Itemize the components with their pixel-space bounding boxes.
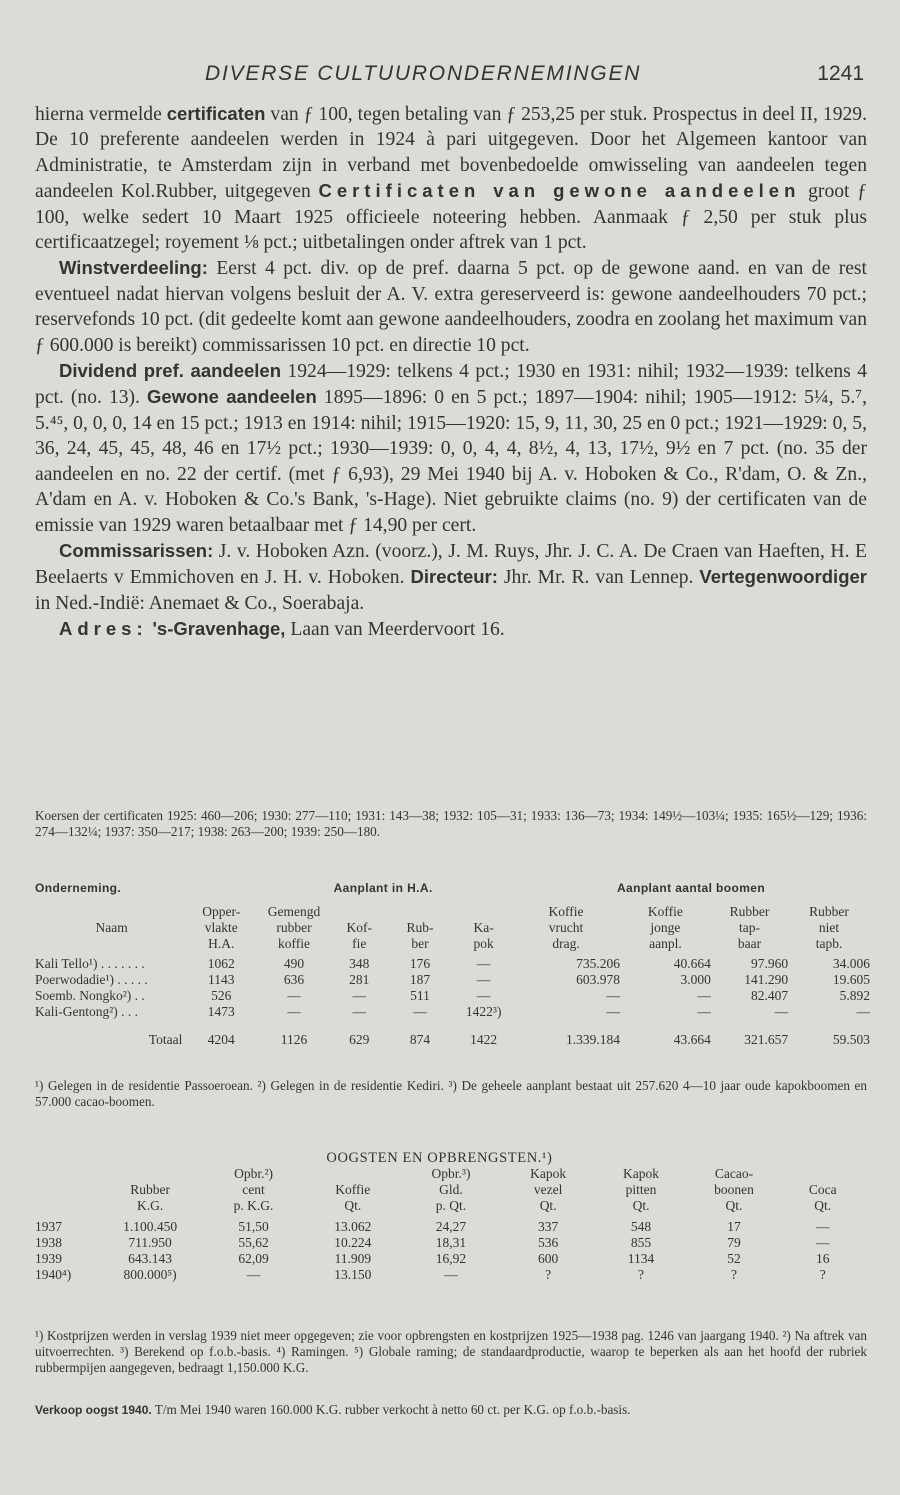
cell-kapok_vezel: 600 (538, 1251, 559, 1266)
cell-koffie: 13.150 (334, 1267, 372, 1282)
cell-opbr_cent: 51,50 (238, 1219, 269, 1234)
cell-year: 1938 (35, 1235, 62, 1250)
table-row (35, 1235, 865, 1251)
cell-rubber: 800.000⁵) (123, 1267, 177, 1282)
cell-rn: 5.892 (839, 988, 870, 1003)
paragraph-dividend: Dividend pref. aandeelen 1924—1929: telkens 4 pct.; 1930 en 1931: nihil; 1932—1939: telkens 4 pct. (no. 13). Gewone aandeelen 1895—1896: 0 en 5 pct.; 1897—1904: nihil; 1905—1912: 5¼, 5.⁷, 5.⁴⁵, 0, 0, 0, 14 en 15 pct.; 1913 en 1914: nihil; 1915—1920: 15, 9, 11, 30, 25 en 0 pct.; 1921—1929: 0, 5, 36, 24, 45, 45, 48, 46 en 17½ pct.; 1930—1939: 0, 0, 4, 4, 8½, 4, 13, 17½, 9½ en 7 pct. (no. 35 der aandeelen en no. 22 der certif. (met ƒ 6,93), 29 Mei 1940 bij A. v. Hoboken & Co., R'dam, O. & Zn., A'dam en A. v. Hoboken & Co.'s Bank, 's-Hage). Niet gebruikte claims (no. 9) der certificaten van de emissie van 1929 waren betaalbaar met ƒ 14,90 per cert. (35, 360, 867, 536)
group-onderneming: Onderneming. (35, 881, 122, 895)
cell-kof: 348 (349, 956, 370, 971)
aanplant-footnote: ¹) Gelegen in de residentie Passoeroean. ²) Gelegen in de residentie Kediri. ³) De geheele aanplant bestaat uit 257.620 4—10 jaar oude kapokboomen en 57.000 cacao-boomen. (35, 1078, 867, 1110)
cell-kv: 735.206 (576, 956, 620, 971)
aanplant-total-row: Totaal 4204 1126 629 874 1422 1.339.184 43.664 321.657 59.503 (148, 1032, 870, 1047)
cell-opbr_gld: 18,31 (435, 1235, 467, 1250)
cell-kof: — (352, 1004, 367, 1019)
cell-cacao: 52 (727, 1251, 741, 1266)
cell-rn: 34.006 (832, 956, 870, 971)
cell-year: 1939 (35, 1251, 62, 1266)
cell-rn: 19.605 (832, 972, 870, 987)
table-row (35, 1251, 865, 1267)
cell-cacao: 79 (727, 1235, 741, 1250)
table-row (35, 988, 870, 1004)
cell-kj: — (697, 988, 711, 1003)
table-row (35, 1267, 865, 1283)
emphasis-run: Dividend pref. aandeelen (59, 360, 282, 382)
cell-rt: 141.290 (744, 972, 789, 987)
cell-kapok_pitten: 1134 (627, 1251, 655, 1266)
cell-opp: 1473 (207, 1004, 235, 1019)
cell-opbr_cent: 55,62 (238, 1235, 269, 1250)
page-number: 1241 (817, 62, 864, 85)
cell-gem: — (287, 1004, 301, 1019)
cell-coca: — (815, 1235, 830, 1250)
oogsten-table (35, 1150, 865, 1283)
cell-kapok_pitten: 548 (630, 1219, 652, 1234)
cell-kj: 3.000 (680, 972, 711, 987)
cell-koffie: 11.909 (334, 1251, 372, 1266)
cell-rub: 176 (409, 956, 431, 971)
emphasis-run: certificaten (166, 103, 266, 124)
cell-rubber: 643.143 (128, 1251, 173, 1266)
cell-kv: — (606, 1004, 620, 1019)
cell-kv: 603.978 (576, 972, 620, 987)
cell-rt: 82.407 (750, 988, 789, 1003)
body-text (35, 101, 867, 643)
emphasis-run: Certificaten van gewone aandeelen (318, 180, 801, 202)
paragraph-certificaten: hierna vermelde certificaten van ƒ 100, tegen betaling van ƒ 253,25 per stuk. Prospectus in deel II, 1929. De 10 preferente aandeelen werden in 1924 à pari uitgegeven. Door het Algemeen kantoor van Administratie, te Amsterdam zijn in verband met bovenbedoelde omwisseling van aandeelen tegen aandeelen Kol.Rubber, uitgegeven Certificaten van gewone aandeelen groot ƒ 100, welke sedert 10 Maart 1925 officieele noteering hebben. Aanmaak ƒ 2,50 per stuk plus certificaatzegel; royement ⅛ pct.; uitbetalingen onder aftrek van 1 pct. (35, 103, 867, 254)
cell-cacao: ? (730, 1267, 737, 1282)
emphasis-run: Gewone aandeelen (147, 386, 317, 408)
cell-rub: 187 (409, 972, 431, 987)
cell-kv: — (606, 988, 620, 1003)
emphasis-run: Adres: (59, 618, 148, 640)
cell-coca: — (815, 1219, 830, 1234)
emphasis-run: Directeur: (410, 566, 498, 588)
cell-rubber: 711.950 (128, 1235, 172, 1250)
oogsten-header-1: Opbr.²) Opbr.³) Kapok Kapok Cacao- (234, 1166, 754, 1181)
cell-opbr_gld: — (444, 1267, 458, 1282)
cell-kapok_vezel: 337 (538, 1219, 559, 1234)
cell-kap: — (476, 972, 491, 987)
cell-coca: 16 (815, 1251, 830, 1266)
cell-kj: — (697, 1004, 711, 1019)
table-row (35, 1004, 870, 1020)
cell-kof: — (352, 988, 367, 1003)
table-row (35, 1219, 865, 1235)
cell-koffie: 10.224 (334, 1235, 372, 1250)
emphasis-run: 's-Gravenhage, (152, 618, 286, 640)
cell-kj: 40.664 (673, 956, 711, 971)
header-row-2: Naam vlakte rubber Kof- Rub- Ka- vrucht jonge tap- niet (35, 920, 870, 936)
oogsten-header-3: K.G. p. K.G. Qt. p. Qt. Qt. Qt. Qt. Qt. (136, 1198, 832, 1213)
emphasis-run: Vertegenwoordiger (699, 566, 867, 588)
cell-rn: — (856, 1004, 870, 1019)
paragraph-winstverdeeling: Winstverdeeling: Eerst 4 pct. div. op de pref. daarna 5 pct. op de gewone aand. en van de rest eventueel nadat hiervan volgens besluit der A. V. extra gereserveerd is: gewone aandeelhouders 70 pct.; reservefonds 10 pct. (dit gedeelte komt aan gewone aandeelhouders, zoodra en zoolang het maximum van ƒ 600.000 is bereikt) commissarissen 10 pct. en directie 10 pct. (35, 257, 867, 356)
paragraph-commissarissen: Commissarissen: J. v. Hoboken Azn. (voorz.), J. M. Ruys, Jhr. J. C. A. De Craen van Haeften, H. E Beelaerts v Emmichoven en J. H. v. Hoboken. Directeur: Jhr. Mr. R. van Lennep. Vertegenwoordiger in Ned.-Indië: Anemaet & Co., Soerabaja. (35, 539, 867, 614)
cell-kapok_vezel: ? (545, 1267, 552, 1282)
cell-rt: 97.960 (750, 956, 789, 971)
cell-rubber: 1.100.450 (123, 1219, 178, 1234)
cell-opbr_cent: 62,09 (238, 1251, 269, 1266)
running-header (0, 60, 900, 90)
table-row (35, 956, 870, 972)
cell-kap: 1422³) (465, 1004, 502, 1019)
cell-naam: Poerwodadie¹) . . . . . (35, 972, 148, 987)
cell-gem: 636 (283, 972, 305, 987)
table-row (35, 972, 870, 988)
verkoop-text: T/m Mei 1940 waren 160.000 K.G. rubber verkocht à netto 60 ct. per K.G. op f.o.b.-basis. (151, 1402, 631, 1417)
cell-koffie: 13.062 (334, 1219, 372, 1234)
cell-rub: — (413, 1004, 427, 1019)
oogsten-footnote: ¹) Kostprijzen werden in verslag 1939 niet meer opgegeven; zie voor opbrengsten en kostprijzen 1925—1938 pag. 1246 van jaargang 1940. ²) Na aftrek van uitvoerrechten. ³) Berekend op f.o.b.-basis. ⁴) Ramingen. ⁵) Globale raming; de standaardproductie, waarop te beperken als aan het hoofd der rubriek rubbermpijen aangegeven, bedraagt 1,150.000 K.G. (35, 1328, 867, 1375)
cell-kapok_pitten: 855 (630, 1235, 652, 1250)
cell-kapok_vezel: 536 (538, 1235, 559, 1250)
cell-year: 1937 (35, 1219, 62, 1234)
cell-cacao: 17 (727, 1219, 741, 1234)
cell-naam: Soemb. Nongko²) . . (35, 988, 145, 1003)
emphasis-run: Winstverdeeling: (59, 257, 208, 279)
cell-coca: ? (819, 1267, 826, 1282)
aanplant-table (35, 880, 870, 1048)
cell-opp: 1062 (207, 956, 235, 971)
paragraph-adres: Adres: 's-Gravenhage, Laan van Meerdervoort 16. (59, 618, 505, 641)
oogsten-title: OOGSTEN EN OPBRENGSTEN.¹) (326, 1150, 553, 1166)
cell-kap: — (476, 956, 491, 971)
aanplant-rows (35, 956, 870, 1020)
cell-opbr_gld: 24,27 (435, 1219, 467, 1234)
cell-naam: Kali Tello¹) . . . . . . . (35, 956, 145, 971)
verkoop-note (35, 1402, 867, 1418)
oogsten-rows (35, 1219, 865, 1283)
header-row-1: Opper- Gemengd Koffie Koffie Rubber Rubber (202, 904, 849, 919)
koersen-note (35, 808, 867, 840)
cell-rub: 511 (410, 988, 430, 1003)
oogsten-header-2: Rubber cent Koffie Gld. vezel pitten boonen Coca (130, 1182, 837, 1197)
verkoop-lead: Verkoop oogst 1940. (35, 1403, 152, 1417)
group-aanplant-ha: Aanplant in H.A. (333, 881, 433, 895)
group-aanplant-boomen: Aanplant aantal boomen (616, 881, 766, 895)
cell-kap: — (476, 988, 491, 1003)
koersen-text: Koersen der certificaten 1925: 460—206; 1930: 277—110; 1931: 143—38; 1932: 105—31; 1933: 136—73; 1934: 149½—103¼; 1935: 165½—129; 1936: 274—132¼; 1937: 350—217; 1938: 263—200; 1939: 250—180. (35, 808, 867, 840)
running-title: DIVERSE CULTUURONDERNEMINGEN (205, 62, 642, 85)
cell-rt: — (774, 1004, 789, 1019)
emphasis-run: Commissarissen: (59, 539, 214, 561)
cell-opp: 1143 (208, 972, 235, 987)
cell-kapok_pitten: ? (638, 1267, 645, 1282)
cell-opbr_cent: — (246, 1267, 261, 1282)
cell-gem: 490 (283, 956, 305, 971)
cell-kof: 281 (349, 972, 370, 987)
cell-gem: — (287, 988, 301, 1003)
header-row-3: H.A. koffie fie ber pok drag. aanpl. baar tapb. (208, 936, 843, 951)
col-naam: Naam (95, 920, 128, 935)
cell-opbr_gld: 16,92 (435, 1251, 467, 1266)
cell-opp: 526 (211, 988, 232, 1003)
cell-year: 1940⁴) (35, 1267, 72, 1282)
cell-naam: Kali-Gentong²) . . . (35, 1004, 139, 1019)
